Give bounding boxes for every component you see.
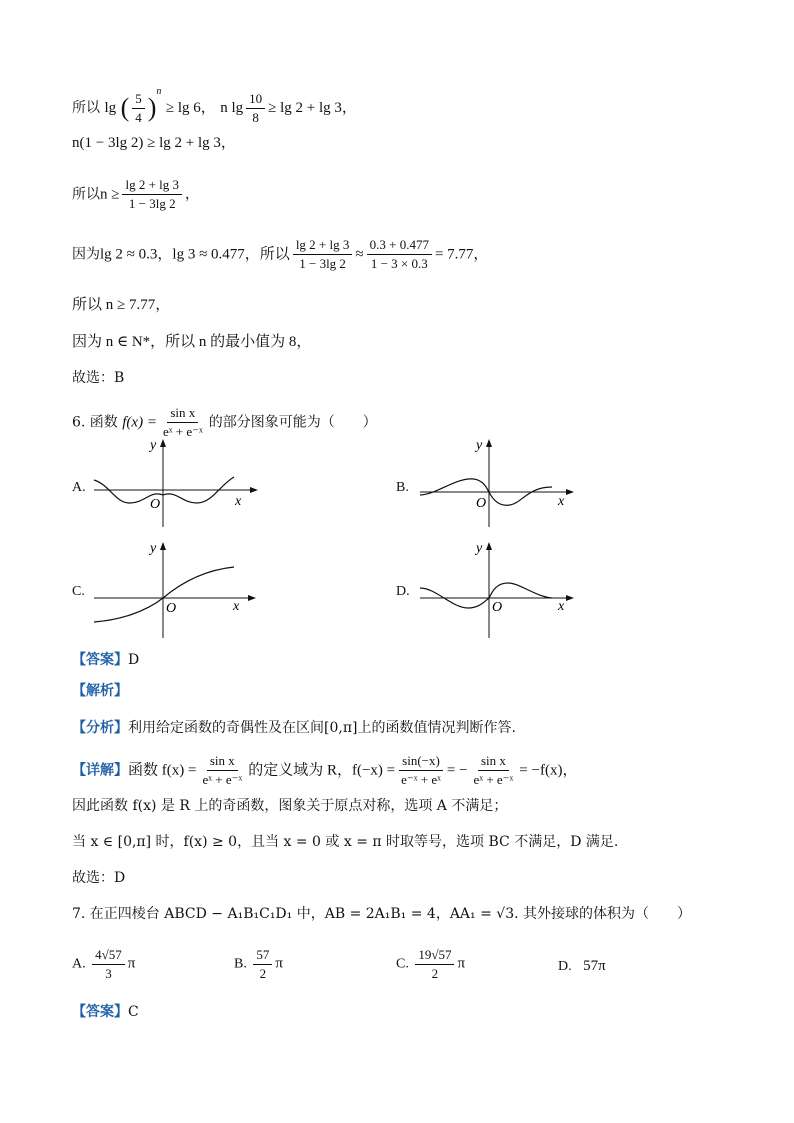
option-value: 57π — [583, 958, 606, 974]
origin-label: O — [476, 496, 487, 511]
text: 6. 函数 — [72, 414, 118, 431]
q6-detail-line-3: 当 x ∈ [0,π] 时，f(x) ≥ 0，且当 x = 0 或 x = π 时取等号，选项 BC 不满足，D 满足. — [72, 834, 619, 850]
denominator: 1 − 3 × 0.3 — [370, 256, 428, 271]
denominator: 3 — [105, 966, 112, 981]
math-expr: 的定义域为 R，f(−x) = — [248, 762, 396, 779]
text: 所以 — [72, 186, 100, 203]
q6-fenxi — [72, 718, 516, 738]
numerator: sin x — [167, 404, 198, 423]
fraction — [293, 236, 353, 273]
denominator: eˣ + e⁻ˣ — [202, 772, 243, 787]
math-lg: lg — [104, 100, 117, 116]
pi-symbol: π — [457, 955, 466, 972]
y-axis-label: y — [476, 541, 483, 556]
denominator: 4 — [135, 109, 142, 125]
solution-line-5: 所以 n ≥ 7.77， — [72, 297, 171, 313]
analysis-tag: 【解析】 — [72, 683, 128, 699]
numerator: sin(−x) — [399, 752, 443, 771]
option-b-label: B. — [396, 480, 409, 495]
fraction — [253, 946, 272, 983]
option-label: A. — [72, 956, 86, 972]
math-expr: f(x) = — [122, 414, 157, 431]
option-label: D. — [558, 959, 572, 974]
exponent: n — [156, 86, 162, 97]
math-expr: lg 2 ≈ 0.3，lg 3 ≈ 0.477，所以 — [100, 246, 290, 263]
fraction-5-4 — [132, 90, 145, 127]
q7-option-d — [558, 958, 606, 975]
numerator: 57 — [253, 946, 272, 965]
math-expr: ≥ lg 2 + lg 3， — [268, 100, 357, 116]
numerator: 4√57 — [92, 946, 125, 965]
origin-label: O — [166, 601, 177, 616]
fraction — [199, 752, 245, 789]
option-a-graph — [90, 435, 260, 530]
q7-answer — [72, 1002, 139, 1022]
fraction-10-8 — [246, 90, 265, 127]
solution-line-1: 所以 lg ( $\frac{5}{4}$ )$^n$ ≥ lg 6， n lg $\frac{10}{8}$ ≥ lg 2 + lg 3， — [72, 86, 357, 125]
x-axis-label: x — [558, 599, 565, 614]
fenxi-text: 利用给定函数的奇偶性及在区间[0,π]上的函数值情况判断作答. — [128, 720, 516, 736]
option-label: C. — [396, 956, 409, 972]
solution-line-2: n(1 − 3lg 2) ≥ lg 2 + lg 3， — [72, 135, 236, 151]
fraction — [367, 236, 432, 273]
q7-option-b — [234, 946, 283, 983]
origin-label: O — [492, 600, 503, 615]
x-axis-label: x — [558, 494, 565, 509]
math-expr: n ≥ — [100, 186, 120, 203]
numerator: sin x — [478, 752, 509, 771]
option-label: B. — [234, 956, 247, 972]
q7-option-a — [72, 946, 135, 983]
fraction — [398, 752, 444, 789]
fraction — [92, 946, 125, 983]
solution-line-3 — [72, 176, 199, 213]
numerator: 5 — [132, 90, 145, 109]
q6-analysis-heading — [72, 681, 128, 701]
text: 的部分图象可能为（ ） — [208, 414, 377, 431]
denominator: e⁻ˣ + eˣ — [401, 772, 441, 787]
pi-symbol: π — [127, 955, 136, 972]
text: ， — [185, 186, 200, 203]
fraction — [122, 176, 182, 213]
q6-detail-line-2: 因此函数 f(x) 是 R 上的奇函数，图象关于原点对称，选项 A 不满足； — [72, 798, 508, 814]
math-expr: = −f(x)， — [519, 762, 578, 779]
q6-answer — [72, 650, 139, 670]
option-d-label: D. — [396, 584, 410, 599]
math-expr: n lg — [220, 100, 244, 116]
math-expr: = 7.77， — [434, 246, 489, 263]
q6-choose: 故选：D — [72, 870, 126, 886]
denominator: 1 − 3lg 2 — [128, 196, 176, 211]
solution-line-4 — [72, 236, 488, 273]
option-c-graph — [90, 538, 260, 640]
y-axis-label: y — [150, 541, 157, 556]
numerator: 0.3 + 0.477 — [367, 236, 432, 255]
numerator: sin x — [207, 752, 238, 771]
q6-detail-line-1 — [72, 752, 577, 789]
option-c-label: C. — [72, 584, 85, 599]
math-expr: ≥ lg 6， — [165, 100, 216, 116]
q7-option-c — [396, 946, 465, 983]
denominator: 2 — [431, 966, 439, 981]
fraction — [471, 752, 517, 789]
solution-line-6: 因为 n ∈ N*，所以 n 的最小值为 8， — [72, 334, 312, 350]
denominator: 2 — [259, 966, 267, 981]
fenxi-tag: 【分析】 — [72, 720, 128, 736]
math-expr: ≈ — [355, 246, 364, 263]
y-axis-label: y — [476, 438, 483, 453]
text: 因为 — [72, 246, 100, 263]
pi-symbol: π — [275, 955, 283, 972]
denominator: eˣ + e⁻ˣ — [162, 424, 203, 439]
x-axis-label: x — [235, 494, 242, 509]
text: 所以 — [72, 100, 100, 116]
detail-tag: 【详解】 — [72, 762, 128, 779]
fraction — [415, 946, 454, 983]
option-a-label: A. — [72, 480, 86, 495]
y-axis-label: y — [150, 438, 157, 453]
answer-tag: 【答案】 — [72, 652, 128, 668]
denominator: 1 − 3lg 2 — [299, 256, 346, 271]
numerator: lg 2 + lg 3 — [293, 236, 353, 255]
numerator: 10 — [246, 90, 265, 109]
option-d-graph — [416, 538, 576, 640]
option-b-graph — [416, 435, 576, 530]
answer-value: D — [128, 652, 140, 668]
numerator: lg 2 + lg 3 — [122, 176, 182, 195]
answer-value: C — [128, 1004, 139, 1020]
math-expr: 函数 f(x) = — [128, 762, 197, 779]
origin-label: O — [150, 497, 161, 512]
answer-tag: 【答案】 — [72, 1004, 128, 1020]
question-7-stem: 7. 在正四棱台 ABCD − A₁B₁C₁D₁ 中，AB = 2A₁B₁ = 4，AA₁ = √3. 其外接球的体积为（ ） — [72, 906, 692, 922]
denominator: eˣ + e⁻ˣ — [473, 772, 514, 787]
math-expr: = − — [446, 762, 468, 779]
numerator: 19√57 — [415, 946, 454, 965]
x-axis-label: x — [233, 599, 240, 614]
denominator: 8 — [252, 109, 259, 125]
solution-line-7: 故选：B — [72, 370, 125, 386]
